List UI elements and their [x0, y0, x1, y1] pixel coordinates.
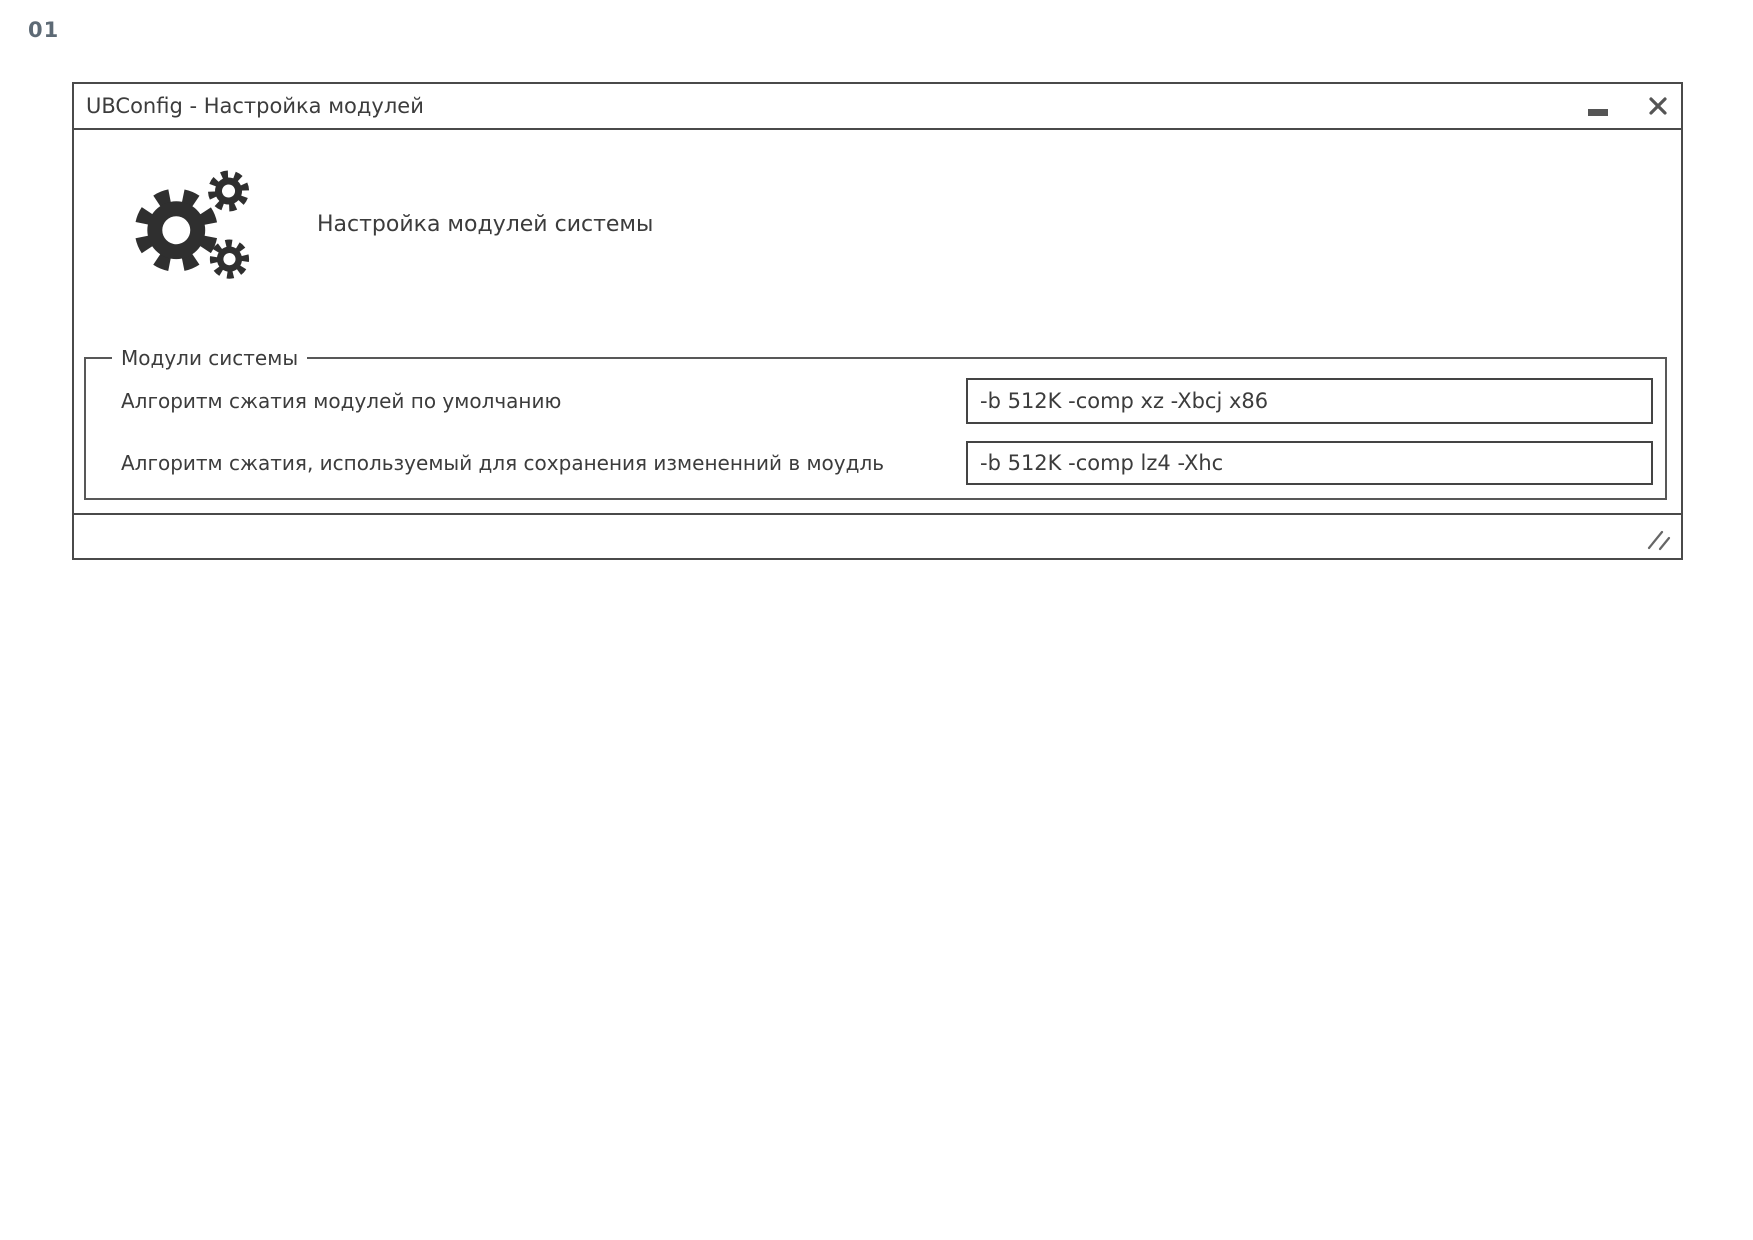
default-compression-label: Алгоритм сжатия модулей по умолчанию	[121, 389, 562, 413]
status-bar	[74, 513, 1681, 558]
close-button[interactable]	[1645, 91, 1671, 121]
minimize-icon	[1588, 109, 1608, 116]
window-content	[74, 130, 1681, 513]
default-compression-input[interactable]	[966, 378, 1653, 424]
title-bar[interactable]	[74, 84, 1681, 130]
resize-grip-icon[interactable]	[1646, 529, 1672, 551]
window-controls	[1585, 84, 1671, 128]
modules-groupbox	[84, 346, 1667, 500]
field-row-save-compression	[86, 441, 1665, 485]
save-compression-label: Алгоритм сжатия, используемый для сохранения измененний в моудль	[121, 451, 885, 475]
ubconfig-window	[72, 82, 1683, 560]
page-heading: Настройка модулей системы	[317, 212, 654, 237]
groupbox-legend: Модули системы	[112, 344, 307, 372]
page-index-label: 01	[28, 18, 60, 42]
close-icon	[1647, 95, 1669, 117]
minimize-button[interactable]	[1585, 91, 1611, 121]
window-title: UBConfig - Настройка модулей	[86, 94, 424, 118]
field-row-default-compression	[86, 378, 1665, 424]
save-compression-input[interactable]	[966, 441, 1653, 485]
gears-icon	[124, 163, 264, 289]
